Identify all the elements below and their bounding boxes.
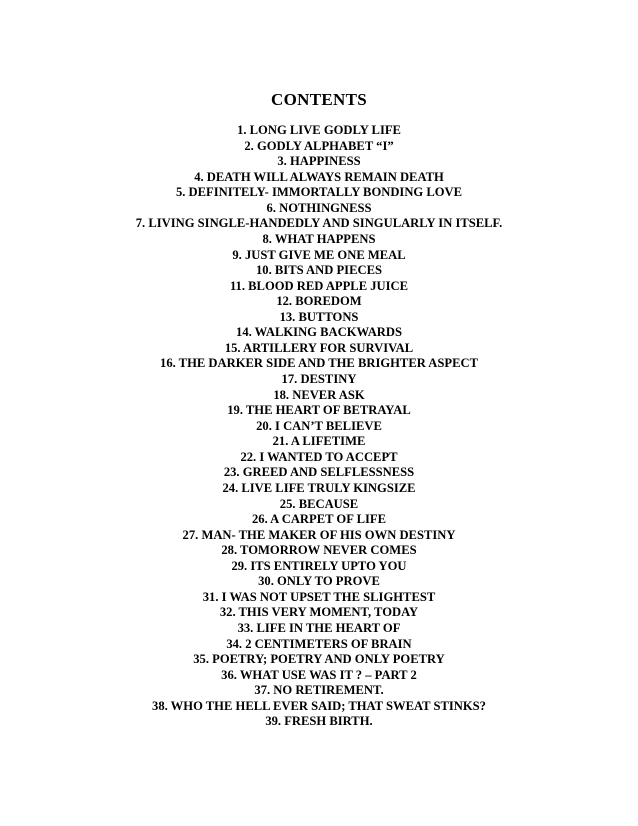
contents-entry: 24. LIVE LIFE TRULY KINGSIZE [222,480,416,495]
contents-entry: 9. JUST GIVE ME ONE MEAL [232,247,406,262]
contents-entry: 34. 2 CENTIMETERS OF BRAIN [226,636,412,651]
contents-entry: 15. ARTILLERY FOR SURVIVAL [224,340,414,355]
contents-entry: 11. BLOOD RED APPLE JUICE [229,278,409,293]
contents-entry: 36. WHAT USE WAS IT ? – PART 2 [221,667,417,682]
contents-entry: 10. BITS AND PIECES [256,263,382,278]
contents-list [0,123,638,730]
contents-entry: 22. I WANTED TO ACCEPT [240,449,398,464]
contents-entry: 38. WHO THE HELL EVER SAID; THAT SWEAT STINKS? [152,698,486,713]
contents-entry: 33. LIFE IN THE HEART OF [237,621,401,635]
contents-entry: 7. LIVING SINGLE-HANDEDLY AND SINGULARLY IN ITSELF. [135,216,503,231]
contents-entry: 12. BOREDOM [276,294,362,309]
contents-entry: 25. BECAUSE [279,496,359,511]
contents-entry: 35. POETRY; POETRY AND ONLY POETRY [193,652,445,667]
contents-entry: 29. ITS ENTIRELY UPTO YOU [231,558,407,573]
contents-entry: 2. GODLY ALPHABET “I” [244,138,394,153]
contents-entry: 13. BUTTONS [279,309,359,324]
contents-entry: 19. THE HEART OF BETRAYAL [227,403,411,418]
contents-entry: 27. MAN- THE MAKER OF HIS OWN DESTINY [182,527,456,542]
page-title: CONTENTS [271,90,367,109]
contents-entry: 8. WHAT HAPPENS [262,231,376,246]
contents-entry: 32. THIS VERY MOMENT, TODAY [219,605,419,620]
contents-entry: 17. DESTINY [281,372,357,386]
contents-entry: 20. I CAN’T BELIEVE [256,418,382,433]
contents-entry: 37. NO RETIREMENT. [254,683,384,698]
contents-entry: 28. TOMORROW NEVER COMES [221,543,417,558]
contents-entry: 26. A CARPET OF LIFE [251,512,386,527]
contents-entry: 21. A LIFETIME [272,434,366,449]
contents-entry: 4. DEATH WILL ALWAYS REMAIN DEATH [194,169,444,184]
contents-entry: 6. NOTHINGNESS [266,200,372,215]
contents-entry: 31. I WAS NOT UPSET THE SLIGHTEST [202,589,436,604]
contents-entry: 14. WALKING BACKWARDS [236,325,402,340]
contents-entry: 3. HAPPINESS [277,154,361,169]
contents-entry: 23. GREED AND SELFLESSNESS [223,465,415,480]
contents-entry: 1. LONG LIVE GODLY LIFE [237,123,401,137]
contents-entry: 30. ONLY TO PROVE [258,574,380,589]
contents-entry: 16. THE DARKER SIDE AND THE BRIGHTER ASPECT [160,356,478,371]
contents-entry: 18. NEVER ASK [273,387,365,402]
contents-entry: 5. DEFINITELY- IMMORTALLY BONDING LOVE [175,185,463,200]
contents-entry: 39. FRESH BIRTH. [265,714,373,729]
